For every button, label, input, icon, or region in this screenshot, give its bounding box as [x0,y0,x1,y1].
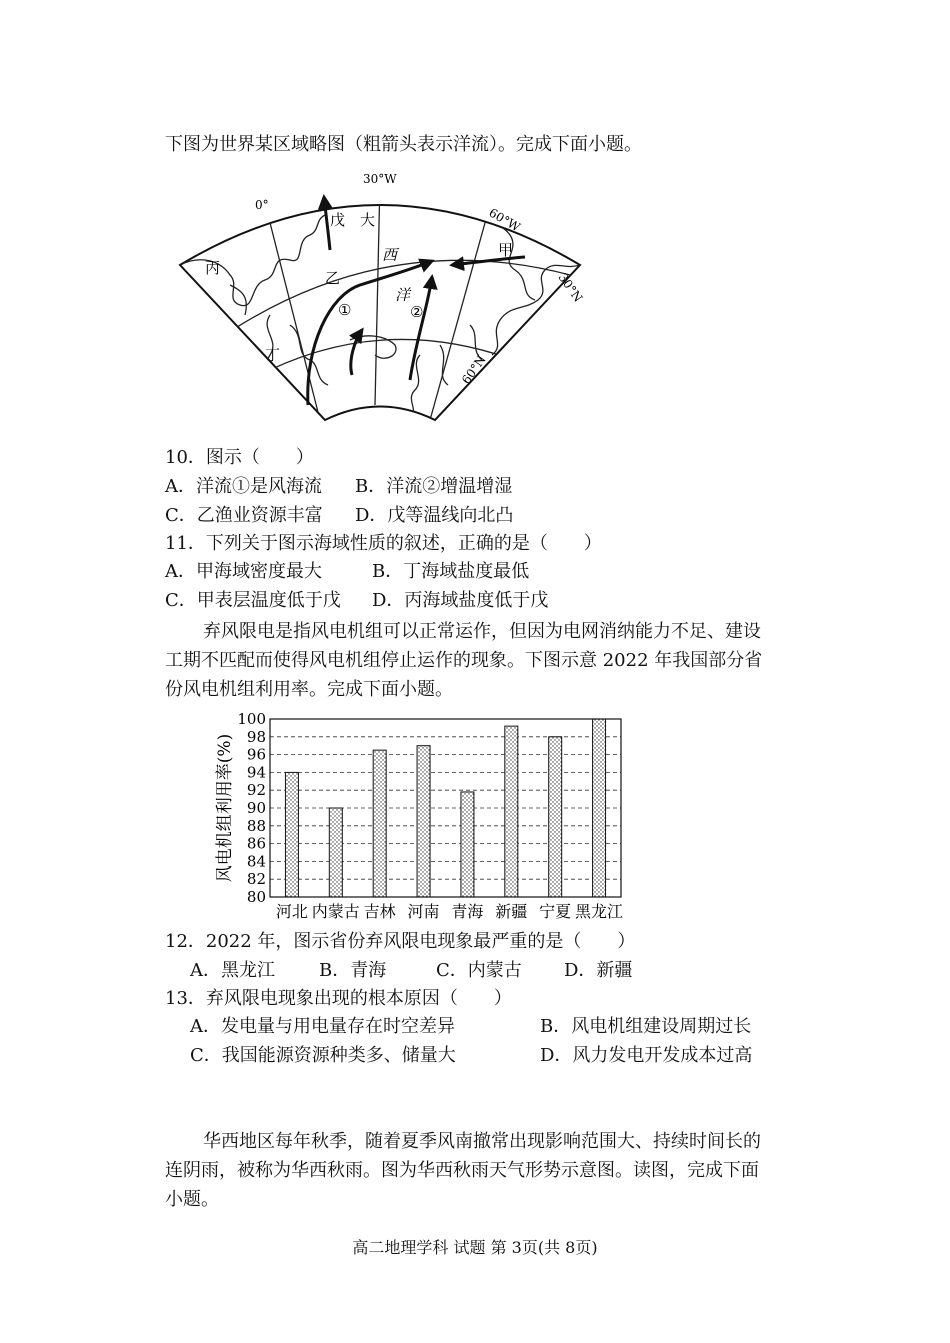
y-tick-label: 98 [246,727,266,746]
coast-left-2 [267,315,281,420]
label-30w: 30°W [363,172,397,186]
x-tick-label: 河南 [407,902,440,921]
q11-option-d: D．丙海域盐度低于戊 [372,590,549,611]
x-tick-label: 内蒙古 [311,902,360,921]
y-tick-label: 86 [246,834,266,853]
label-circle-2: ② [410,303,424,321]
q12-option-c: C．内蒙古 [436,960,522,981]
bar-7 [549,737,562,897]
label-wu: 戊 [330,211,346,229]
x-tick-label: 河北 [275,902,308,921]
current-arrow-2 [410,277,432,380]
meridian-0 [265,203,320,420]
q13-option-a: A．发电量与用电量存在时空差异 [190,1016,455,1037]
label-yi: 乙 [325,269,341,287]
ocean-current-map [170,165,590,435]
q12-stem: 12．2022 年，图示省份弃风限电现象最严重的是（ ） [165,931,636,952]
y-tick-label: 96 [246,745,266,764]
bar-3 [373,750,386,897]
y-tick-label: 84 [246,852,266,871]
q13-stem: 13．弃风限电现象出现的根本原因（ ） [165,988,512,1009]
coast-left-5 [230,285,246,315]
label-30n: 30°N [555,270,586,305]
q11-stem: 11．下列关于图示海域性质的叙述，正确的是（ ） [165,533,602,554]
intro-text-3-line2: 连阴雨，被称为华西秋雨。图为华西秋雨天气形势示意图。读图，完成下面 [165,1160,759,1181]
q10-option-a: A．洋流①是风海流 [165,476,322,497]
y-tick-label: 82 [246,870,266,889]
y-tick-label: 90 [246,799,266,817]
x-tick-label: 宁夏 [539,902,572,921]
intro-text-1: 下图为世界某区域略图（粗箭头表示洋流）。完成下面小题。 [165,134,642,155]
y-tick-label: 100 [237,710,266,728]
q12-option-d: D．新疆 [564,960,633,981]
label-60n: 60°N [458,352,489,387]
intro-text-2-line3: 份风电机组利用率。完成下面小题。 [165,679,453,700]
intro-text-2-line2: 工期不匹配而使得风电机组停止运作的现象。下图示意 2022 年我国部分省 [165,650,763,671]
x-tick-label: 新疆 [495,902,528,921]
x-tick-label: 黑龙江 [575,902,624,921]
y-tick-label: 88 [246,816,266,835]
intro-text-2-line1: 弃风限电是指风电机组可以正常运作，但因为电网消纳能力不足、建设 [203,621,761,642]
x-tick-label: 青海 [451,902,484,921]
q11-option-a: A．甲海域密度最大 [165,561,322,582]
y-tick-label: 94 [246,763,266,782]
q11-option-b: B．丁海域盐度最低 [372,561,530,582]
bar-1 [285,772,298,897]
intro-text-3-line3: 小题。 [165,1189,219,1210]
meridian-60w [430,205,490,420]
label-da: 大 [360,211,376,229]
y-axis-label: 风电机组利用率(%) [215,733,235,883]
intro-text-3-line1: 华西地区每年秋季，随着夏季风南撤常出现影响范围大、持续时间长的 [203,1131,761,1152]
bar-5 [461,792,474,897]
wind-utilization-bar-chart [200,705,650,925]
page-footer: 高二地理学科 试题 第 3页(共 8页) [352,1238,598,1257]
meridian-30w [375,180,380,405]
q13-option-c: C．我国能源资源种类多、储量大 [190,1045,456,1066]
y-tick-label: 80 [246,888,266,906]
coast-left-4 [245,355,270,415]
label-0: 0° [255,198,269,212]
x-tick-label: 吉林 [363,902,396,921]
q12-option-a: A．黑龙江 [190,960,275,981]
map-border [180,205,580,420]
label-60w: 60°W [486,205,523,235]
bar-4 [417,746,430,897]
q10-option-d: D．戊等温线向北凸 [355,505,514,526]
label-circle-1: ① [338,301,352,319]
q10-option-c: C．乙渔业资源丰富 [165,505,323,526]
bar-8 [593,719,606,897]
label-bing: 丙 [205,259,221,277]
label-xi: 西 [382,246,398,264]
q13-option-d: D．风力发电开发成本过高 [540,1045,753,1066]
bar-6 [505,726,518,897]
label-yang: 洋 [395,286,411,304]
label-ding: 丁 [265,346,281,364]
q11-option-c: C．甲表层温度低于戊 [165,590,341,611]
q10-stem: 10．图示（ ） [165,447,314,468]
y-tick-label: 92 [246,781,266,800]
label-jia: 甲 [498,241,514,259]
q12-option-b: B．青海 [319,960,387,981]
q13-option-b: B．风电机组建设周期过长 [540,1016,752,1037]
q10-option-b: B．洋流②增温增湿 [355,476,513,497]
bar-2 [329,808,342,897]
